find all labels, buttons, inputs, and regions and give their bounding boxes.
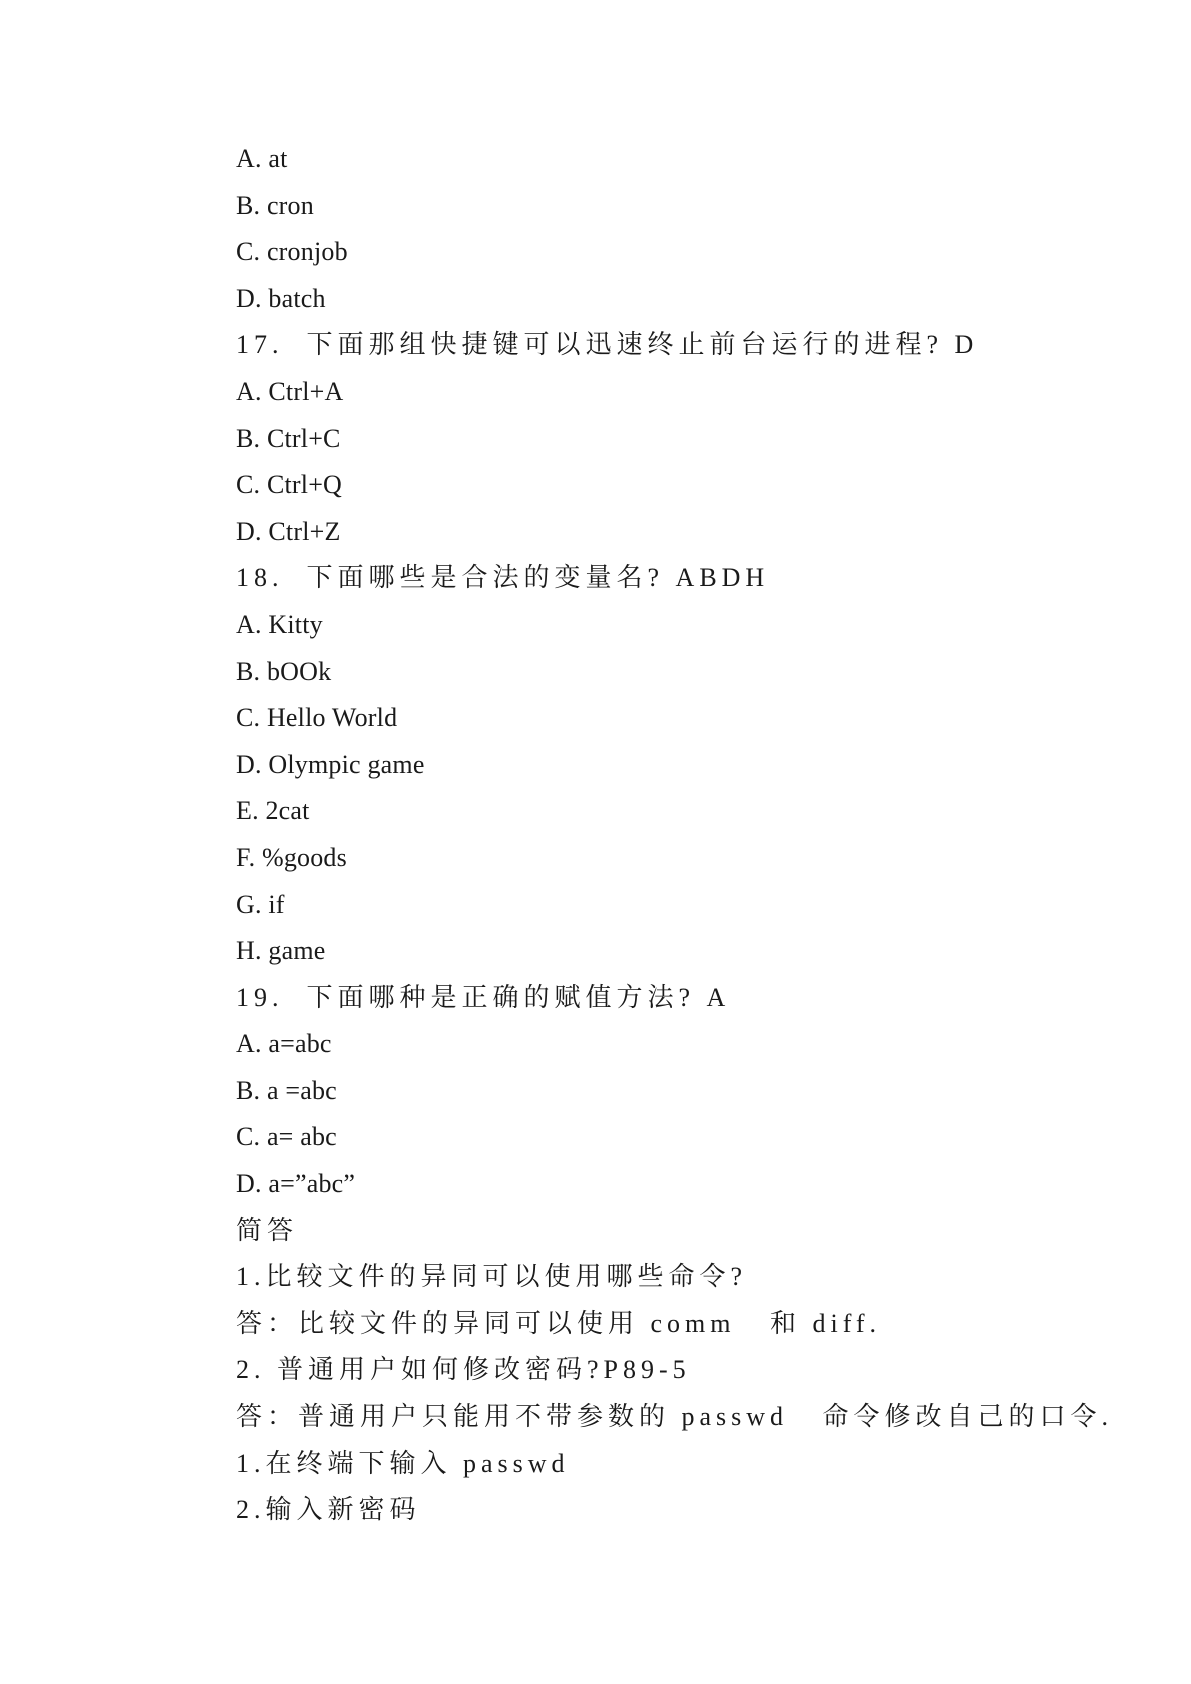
option-line: B. Ctrl+C (236, 423, 341, 453)
option-line: A. Ctrl+A (236, 376, 344, 406)
option-line: C. Hello World (236, 703, 398, 733)
option-line: C. cronjob (236, 237, 348, 267)
short-question-2: 2. 普通用户如何修改密码?P89-5 (236, 1355, 691, 1385)
option-line: D. a=”abc” (236, 1169, 356, 1199)
option-line: D. Ctrl+Z (236, 516, 341, 546)
question-18: 18. 下面哪些是合法的变量名? ABDH (236, 563, 770, 593)
answer-step: 1.在终端下输入 passwd (236, 1448, 570, 1478)
option-line: F. %goods (236, 842, 347, 872)
option-line: C. a= abc (236, 1122, 337, 1152)
question-17: 17. 下面那组快捷键可以迅速终止前台运行的进程? D (236, 330, 979, 360)
short-question-1: 1.比较文件的异同可以使用哪些命令? (236, 1262, 748, 1292)
option-line: D. Olympic game (236, 749, 425, 779)
answer-2: 答：普通用户只能用不带参数的 passwd 命令修改自己的口令. (236, 1402, 1114, 1432)
option-line: A. at (236, 144, 288, 173)
answer-step: 2.输入新密码 (236, 1495, 421, 1525)
option-line: B. bOOk (236, 656, 332, 686)
section-heading: 简答 (236, 1215, 299, 1245)
option-line: B. a =abc (236, 1075, 337, 1105)
option-line: D. batch (236, 283, 326, 313)
document-body (236, 136, 1136, 1534)
option-line: B. cron (236, 190, 314, 220)
answer-1: 答：比较文件的异同可以使用 comm 和 diff. (236, 1308, 882, 1338)
option-line: G. if (236, 889, 285, 919)
option-line: A. a=abc (236, 1029, 332, 1059)
option-line: H. game (236, 936, 326, 966)
option-line: C. Ctrl+Q (236, 470, 343, 500)
option-line: E. 2cat (236, 796, 310, 826)
option-line: A. Kitty (236, 609, 323, 639)
question-19: 19. 下面哪种是正确的赋值方法? A (236, 982, 731, 1012)
